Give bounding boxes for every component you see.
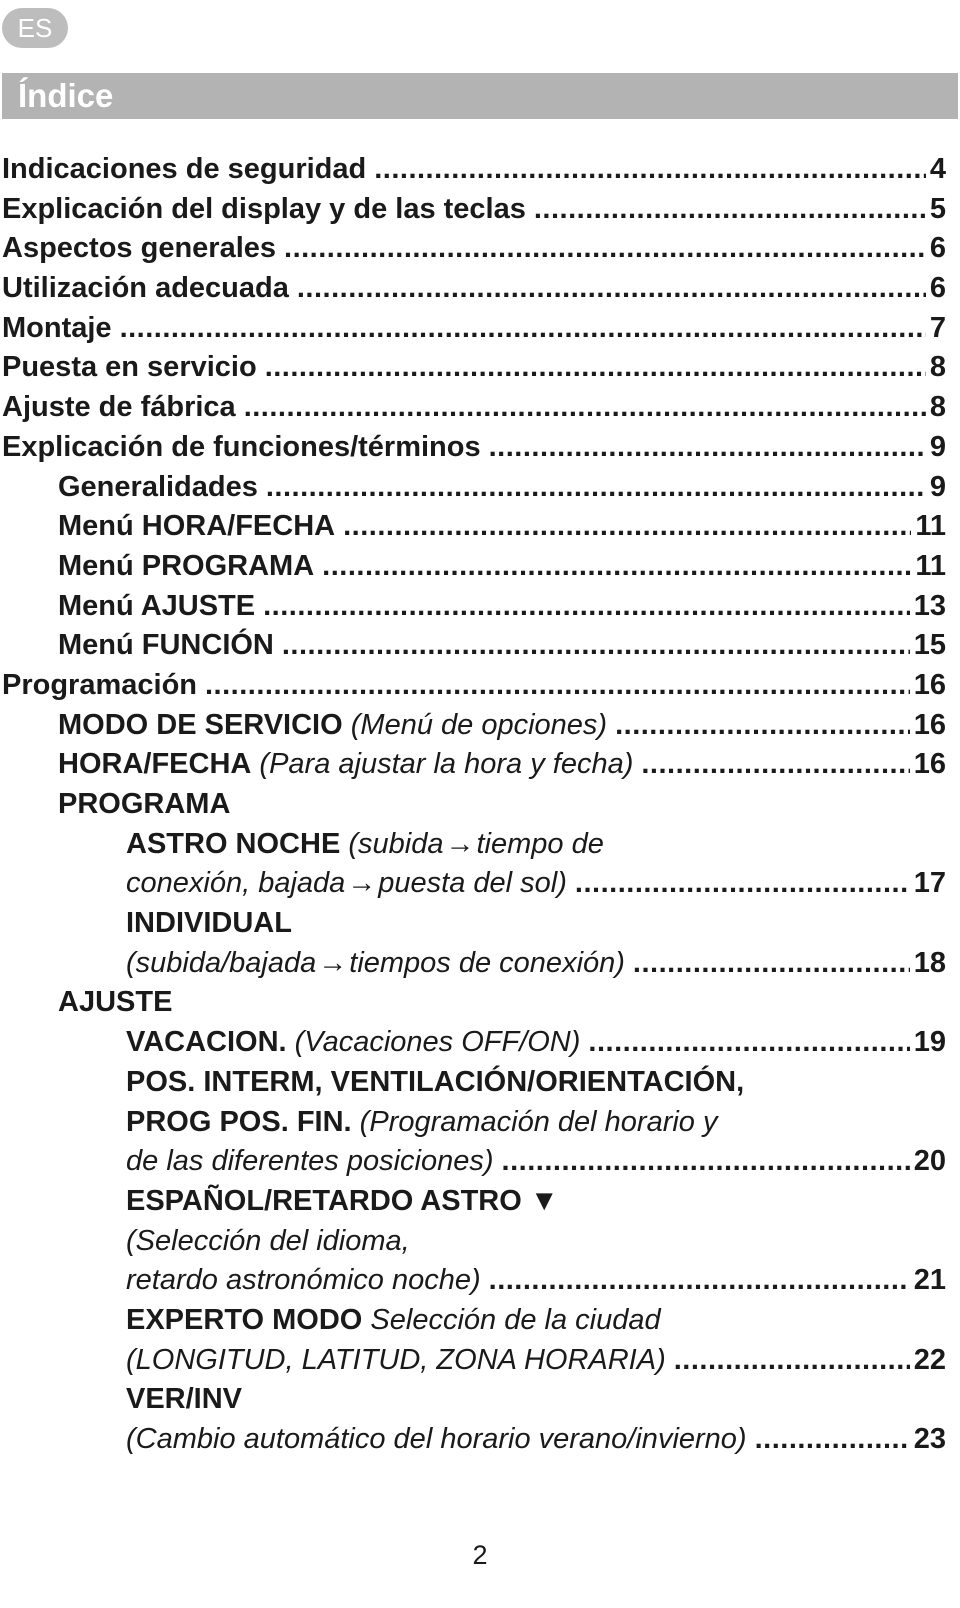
toc-entry-line[interactable] (0, 1301, 946, 1341)
toc-entry-note: (subida/bajada (126, 946, 317, 979)
toc-entry-note: tiempo de (476, 827, 604, 860)
toc-entry-page: 18 (913, 946, 946, 979)
toc-entry-line[interactable] (0, 1182, 946, 1222)
toc-entry[interactable] (0, 507, 946, 547)
leader-dots (120, 309, 926, 349)
toc-entry-title: Programación (2, 668, 197, 701)
toc-section-heading (0, 785, 946, 825)
right-arrow-icon: → (318, 946, 348, 979)
toc-entry[interactable] (0, 1023, 946, 1063)
toc-entry-title: Menú HORA/FECHA (58, 510, 336, 543)
toc-entry[interactable] (0, 1261, 946, 1301)
toc-entry-page: 21 (913, 1264, 946, 1297)
toc-entry-title: POS. INTERM, VENTILACIÓN/ORIENTACIÓN, (126, 1065, 745, 1098)
toc-entry[interactable] (0, 547, 946, 587)
toc-entry-note: (Vacaciones OFF/ON) (294, 1026, 581, 1059)
toc-entry-title: ESPAÑOL/RETARDO ASTRO (126, 1184, 522, 1217)
toc-entry-title: Explicación del display y de las teclas (2, 192, 526, 225)
toc-entry-note: (Selección del idioma, (126, 1224, 410, 1257)
toc-entry[interactable] (0, 1420, 946, 1460)
toc-entry-page: 11 (915, 510, 946, 543)
toc-entry-page: 11 (915, 549, 946, 582)
toc-entry[interactable] (0, 190, 946, 230)
toc-entry[interactable] (0, 309, 946, 349)
leader-dots (615, 706, 910, 746)
toc-entry-page: 17 (913, 867, 946, 900)
toc-entry-page: 9 (929, 470, 946, 503)
leader-dots (489, 1261, 910, 1301)
toc-entry[interactable] (0, 626, 946, 666)
toc-entry-title: Puesta en servicio (2, 351, 257, 384)
toc-entry[interactable] (0, 150, 946, 190)
toc-entry-note: retardo astronómico noche) (126, 1264, 481, 1297)
toc-entry-note: puesta del sol) (378, 867, 567, 900)
toc-entry-page: 4 (929, 153, 946, 185)
toc-entry[interactable] (0, 229, 946, 269)
page-title: Índice (18, 77, 114, 114)
toc-entry[interactable] (0, 666, 946, 706)
toc-entry-line[interactable] (0, 825, 946, 865)
toc-entry-page: 16 (913, 668, 946, 701)
toc-section-heading (0, 983, 946, 1023)
right-arrow-icon: → (445, 827, 475, 860)
leader-dots (284, 229, 926, 269)
page-number: 2 (472, 1540, 488, 1570)
toc-entry[interactable] (0, 468, 946, 508)
toc-entry-title: HORA/FECHA (58, 748, 252, 781)
toc-entry[interactable] (0, 944, 946, 984)
leader-dots (534, 190, 926, 230)
table-of-contents (0, 150, 946, 1460)
toc-entry-note: (subida (348, 827, 444, 860)
leader-dots (205, 666, 910, 706)
toc-entry[interactable] (0, 745, 946, 785)
toc-entry-note: conexión, bajada (126, 867, 346, 900)
leader-dots (674, 1341, 910, 1381)
leader-dots (489, 428, 926, 468)
toc-entry-title: ASTRO NOCHE (126, 827, 341, 860)
toc-entry-title: Menú AJUSTE (58, 589, 256, 622)
right-arrow-icon: → (347, 867, 377, 900)
toc-entry[interactable] (0, 388, 946, 428)
toc-entry-title: EXPERTO MODO (126, 1303, 363, 1336)
toc-entry[interactable] (0, 1341, 946, 1381)
toc-entry-title: INDIVIDUAL (126, 907, 292, 940)
toc-entry-title: VACACION. (126, 1026, 287, 1059)
toc-entry-line[interactable] (0, 1103, 946, 1143)
leader-dots (633, 944, 910, 984)
toc-entry-page: 8 (929, 391, 946, 424)
toc-entry-note: (Programación del horario y (359, 1105, 718, 1138)
toc-entry-page: 6 (929, 232, 946, 265)
leader-dots (641, 745, 909, 785)
toc-entry-title: Menú PROGRAMA (58, 549, 315, 582)
leader-dots (755, 1420, 910, 1460)
toc-entry-note: (Cambio automático del horario verano/invierno) (126, 1423, 747, 1455)
toc-entry-note: (Para ajustar la hora y fecha) (259, 748, 634, 781)
toc-entry-page: 9 (929, 430, 946, 463)
toc-entry-page: 20 (913, 1145, 946, 1178)
toc-entry-title: Aspectos generales (2, 232, 277, 265)
toc-entry[interactable] (0, 269, 946, 309)
toc-entry-note: (Menú de opciones) (350, 708, 608, 741)
toc-entry[interactable] (0, 706, 946, 746)
toc-entry-page: 23 (913, 1423, 946, 1455)
toc-entry-note: tiempos de conexión) (349, 946, 625, 979)
toc-entry-note: (LONGITUD, LATITUD, ZONA HORARIA) (126, 1343, 666, 1376)
toc-entry[interactable] (0, 587, 946, 627)
toc-entry-page: 19 (913, 1026, 946, 1059)
toc-entry-page: 16 (913, 748, 946, 781)
toc-entry-note: de las diferentes posiciones) (126, 1145, 494, 1178)
toc-entry-line[interactable] (0, 1222, 946, 1262)
toc-entry-page: 6 (929, 272, 946, 305)
leader-dots (297, 269, 926, 309)
toc-entry-title: PROG POS. FIN. (126, 1105, 352, 1138)
title-bar (2, 73, 958, 119)
leader-dots (588, 1023, 909, 1063)
toc-entry-title: Menú FUNCIÓN (58, 629, 274, 662)
leader-dots (282, 626, 910, 666)
toc-entry-title: Generalidades (58, 470, 258, 503)
toc-entry-title: Utilización adecuada (2, 272, 289, 305)
leader-dots (244, 388, 926, 428)
toc-entry-title: Explicación de funciones/términos (2, 430, 481, 463)
leader-dots (343, 507, 911, 547)
toc-entry-title: Ajuste de fábrica (2, 391, 236, 424)
toc-entry[interactable] (0, 348, 946, 388)
leader-dots (575, 864, 910, 904)
toc-entry-page: 8 (929, 351, 946, 384)
toc-entry-title: Montaje (2, 311, 112, 344)
toc-entry-title: Indicaciones de seguridad (2, 153, 367, 185)
toc-entry-title: MODO DE SERVICIO (58, 708, 343, 741)
toc-entry-title: PROGRAMA (58, 788, 231, 820)
toc-entry-page: 16 (913, 708, 946, 741)
toc-entry-title: VER/INV (126, 1383, 243, 1416)
leader-dots (266, 468, 926, 508)
toc-entry-page: 13 (913, 589, 946, 622)
toc-entry[interactable] (0, 1142, 946, 1182)
toc-entry-page: 15 (913, 629, 946, 662)
leader-dots (322, 547, 911, 587)
toc-entry[interactable] (0, 864, 946, 904)
toc-entry-page: 5 (929, 192, 946, 225)
toc-entry-note: Selección de la ciudad (370, 1303, 661, 1336)
triangle-down-icon: ▼ (529, 1184, 559, 1217)
language-badge: ES (2, 8, 68, 48)
leader-dots (502, 1142, 910, 1182)
toc-entry-page: 7 (929, 311, 946, 344)
toc-entry-line[interactable] (0, 1380, 946, 1420)
leader-dots (263, 587, 910, 627)
leader-dots (374, 150, 926, 190)
toc-entry-page: 22 (913, 1343, 946, 1376)
toc-entry[interactable] (0, 428, 946, 468)
toc-entry-line[interactable] (0, 904, 946, 944)
toc-entry-title: AJUSTE (58, 986, 173, 1019)
toc-entry-line[interactable] (0, 1063, 946, 1103)
leader-dots (265, 348, 926, 388)
